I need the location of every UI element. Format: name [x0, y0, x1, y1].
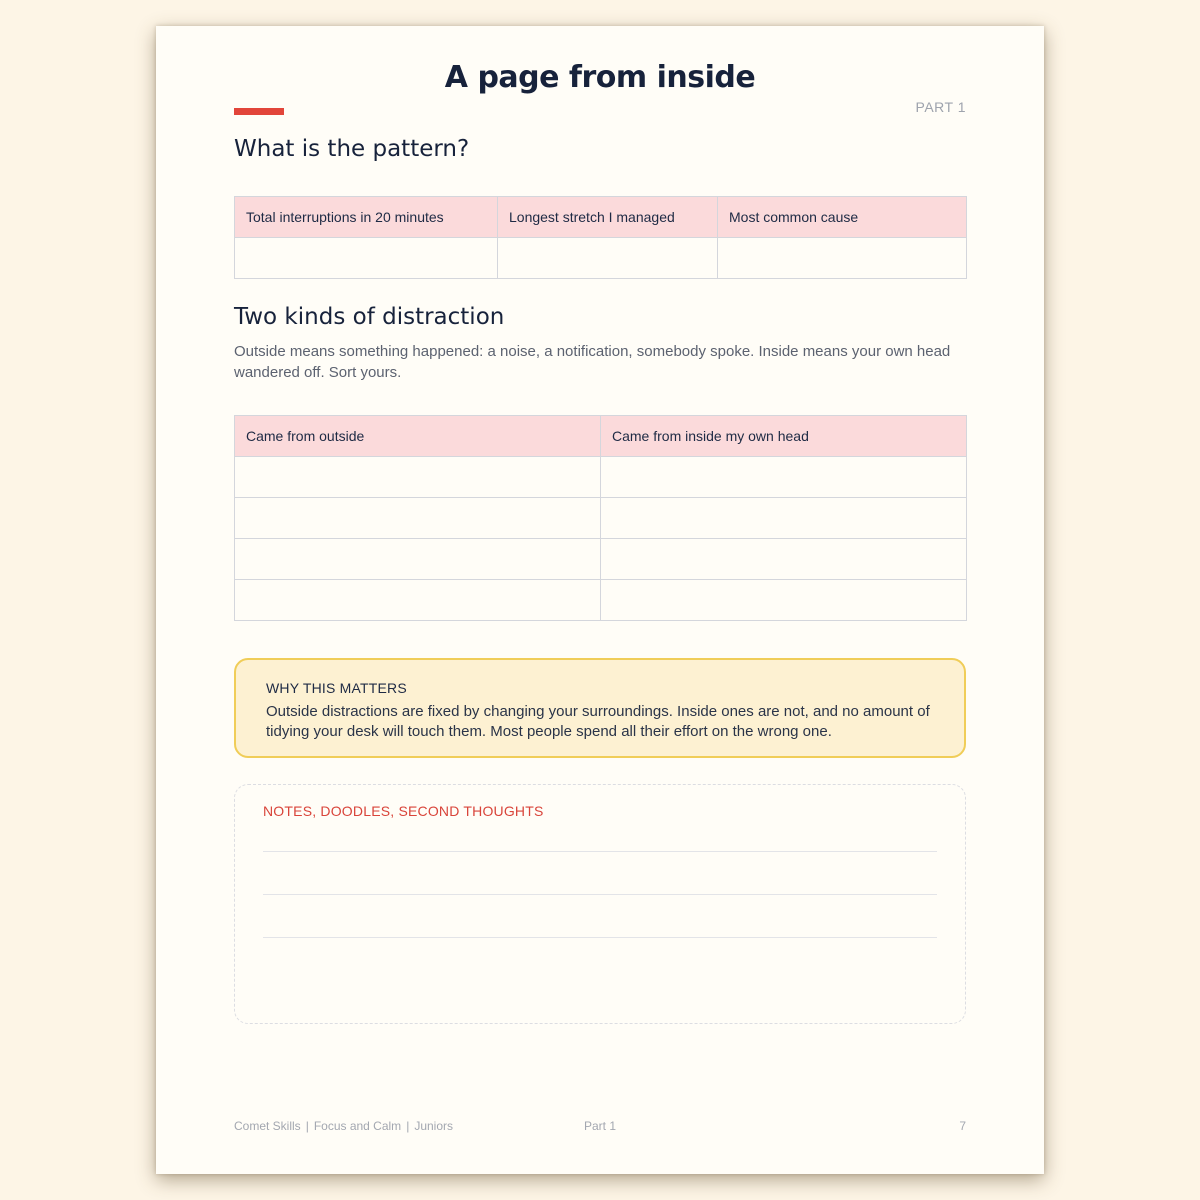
footer-separator: |: [406, 1119, 410, 1133]
part-label: PART 1: [915, 99, 966, 115]
inside-cell[interactable]: [601, 498, 967, 539]
note-line: [263, 851, 937, 852]
table-row: [235, 580, 967, 621]
footer-series: [234, 1119, 453, 1133]
footer-series-name: Focus and Calm: [313, 1119, 402, 1133]
notes-title: NOTES, DOODLES, SECOND THOUGHTS: [263, 803, 544, 819]
pattern-table: [234, 196, 967, 279]
footer-brand: Comet Skills: [234, 1119, 301, 1133]
table-row: [235, 238, 967, 279]
pattern-heading: What is the pattern?: [234, 136, 470, 162]
footer-section: Part 1: [584, 1119, 617, 1133]
outside-cell[interactable]: [235, 539, 601, 580]
note-line: [263, 894, 937, 895]
callout-body: Outside distractions are fixed by changing your surroundings. Inside ones are not, and no amount of tidying your desk will touch them. Most people spend all their effort on the wrong one.: [266, 703, 930, 740]
outside-cell[interactable]: [235, 457, 601, 498]
notes-box[interactable]: [234, 784, 966, 1024]
kinds-description: Outside means something happened: a noise, a notification, somebody spoke. Inside means your own head wandered off. Sort yours.: [234, 343, 951, 381]
pattern-cell-common-cause[interactable]: [718, 238, 967, 279]
kinds-heading: Two kinds of distraction: [234, 304, 505, 330]
page-title: A page from inside: [444, 60, 756, 95]
inside-cell[interactable]: [601, 580, 967, 621]
callout-title: WHY THIS MATTERS: [266, 680, 407, 696]
distraction-table: [234, 415, 967, 621]
pattern-cell-longest-stretch[interactable]: [498, 238, 718, 279]
table-row: [235, 539, 967, 580]
why-this-matters-callout: [234, 658, 966, 758]
table-row: [235, 457, 967, 498]
outside-column-header: Came from outside: [235, 416, 601, 457]
footer-separator: |: [305, 1119, 309, 1133]
pattern-header-interruptions: Total interruptions in 20 minutes: [235, 197, 498, 238]
pattern-header-common-cause: Most common cause: [718, 197, 967, 238]
pattern-cell-interruptions[interactable]: [235, 238, 498, 279]
inside-cell[interactable]: [601, 539, 967, 580]
outside-cell[interactable]: [235, 498, 601, 539]
footer-level: Juniors: [414, 1119, 453, 1133]
pattern-header-longest-stretch: Longest stretch I managed: [498, 197, 718, 238]
outside-cell[interactable]: [235, 580, 601, 621]
note-line: [263, 937, 937, 938]
inside-cell[interactable]: [601, 457, 967, 498]
table-row: [235, 498, 967, 539]
page-number: 7: [959, 1119, 966, 1133]
inside-column-header: Came from inside my own head: [601, 416, 967, 457]
worksheet-page: [156, 26, 1044, 1174]
accent-bar: [234, 108, 284, 115]
